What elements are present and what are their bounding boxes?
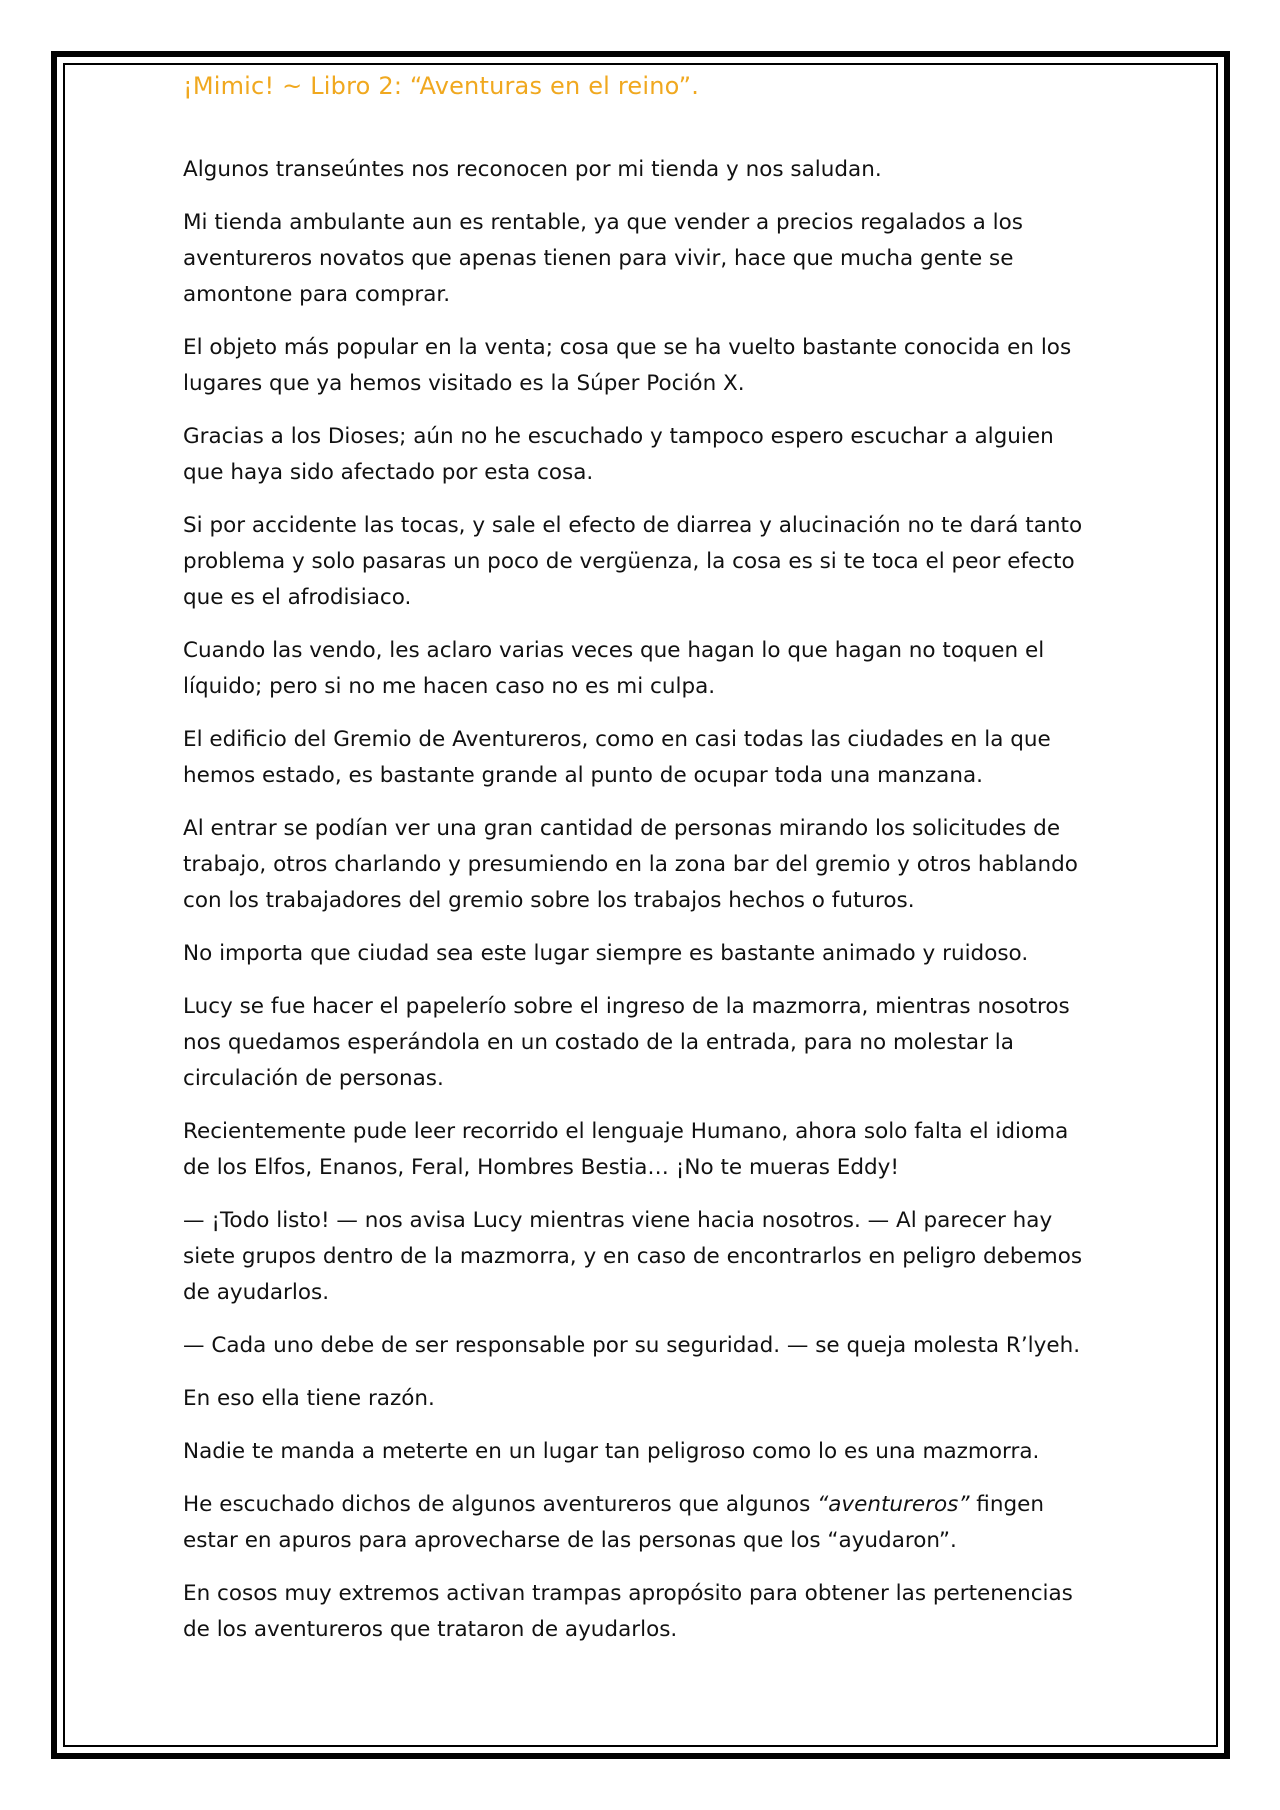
paragraph: — Cada uno debe de ser responsable por su seguridad. — se queja molesta R’lyeh.: [183, 1333, 1081, 1358]
paragraph-text: He escuchado dichos de algunos aventureros que algunos: [183, 1492, 818, 1517]
paragraph: Nadie te manda a meterte en un lugar tan peligroso como lo es una mazmorra.: [183, 1439, 1040, 1464]
paragraph: Recientemente pude leer recorrido el lenguaje Humano, ahora solo falta el idioma de los Elfos, Enanos, Feral, Hombres Bestia… ¡No te mueras Eddy!: [183, 1119, 1069, 1180]
paragraph: Lucy se fue hacer el papelerío sobre el ingreso de la mazmorra, mientras nosotros nos quedamos esperándola en un costado de la entrada, para no molestar la circulación de personas.: [183, 994, 1070, 1091]
paragraph: En cosos muy extremos activan trampas apropósito para obtener las pertenencias de los aventureros que trataron de ayudarlos.: [183, 1581, 1073, 1642]
emphasized-word: “aventureros”: [817, 1492, 970, 1517]
paragraph: En eso ella tiene razón.: [183, 1386, 435, 1411]
paragraph: Cuando las vendo, les aclaro varias veces que hagan lo que hagan no toquen el líquido; pero si no me hacen caso no es mi culpa.: [183, 638, 1045, 699]
paragraph: Al entrar se podían ver una gran cantidad de personas mirando los solicitudes de trabajo, otros charlando y presumiendo en la zona bar del gremio y otros hablando con los trabajadores del gremio sobre los trabajos hechos o futuros.: [183, 816, 1078, 913]
paragraph: [183, 1487, 1093, 1559]
running-header: ¡Mimic! ~ Libro 2: “Aventuras en el reino”.: [183, 72, 700, 100]
paragraph-text: fingen estar en apuros para aprovecharse de las personas que los “ayudaron”.: [183, 1492, 1044, 1553]
paragraph: El edificio del Gremio de Aventureros, como en casi todas las ciudades en la que hemos estado, es bastante grande al punto de ocupar toda una manzana.: [183, 727, 1051, 788]
paragraph: Si por accidente las tocas, y sale el efecto de diarrea y alucinación no te dará tanto problema y solo pasaras un poco de vergüenza, la cosa es si te toca el peor efecto que es el afrodisiaco.: [183, 513, 1083, 610]
paragraph: Mi tienda ambulante aun es rentable, ya que vender a precios regalados a los aventureros novatos que apenas tienen para vivir, hace que mucha gente se amontone para comprar.: [183, 210, 1023, 307]
paragraph: Gracias a los Dioses; aún no he escuchado y tampoco espero escuchar a alguien que haya sido afectado por esta cosa.: [183, 424, 1054, 485]
body-text: [183, 152, 1093, 1665]
paragraph: Algunos transeúntes nos reconocen por mi tienda y nos saludan.: [183, 157, 882, 182]
paragraph: — ¡Todo listo! — nos avisa Lucy mientras viene hacia nosotros. — Al parecer hay siete grupos dentro de la mazmorra, y en caso de encontrarlos en peligro debemos de ayudarlos.: [183, 1208, 1083, 1305]
paragraph: El objeto más popular en la venta; cosa que se ha vuelto bastante conocida en los lugares que ya hemos visitado es la Súper Poción X.: [183, 335, 1072, 396]
paragraph: No importa que ciudad sea este lugar siempre es bastante animado y ruidoso.: [183, 941, 1029, 966]
